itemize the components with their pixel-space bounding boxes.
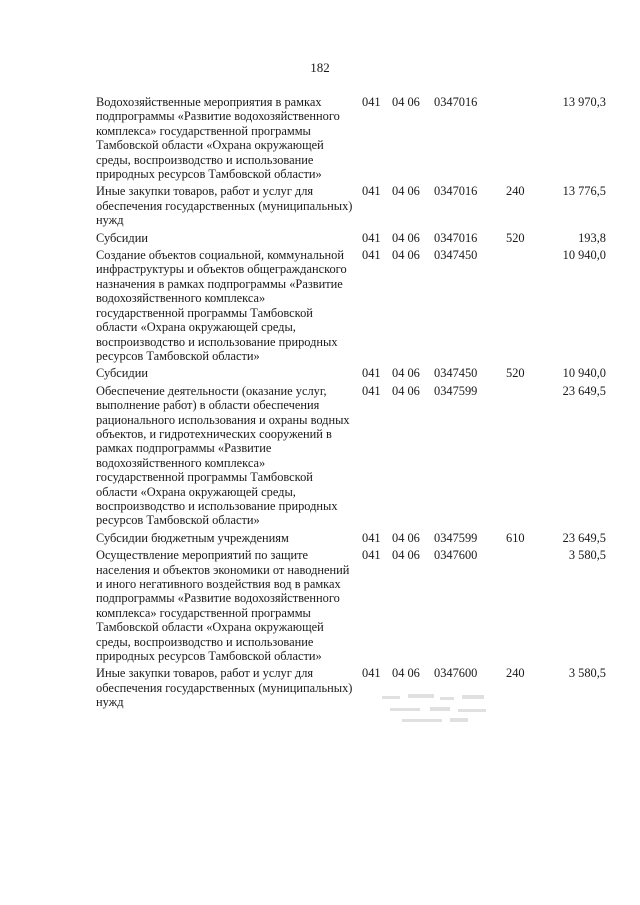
row-ved: 041 [362,95,381,109]
row-expense-type: 610 [506,530,525,545]
row-expense-type [506,95,544,184]
row-target-article: 0347599 [434,383,478,398]
table-row [96,366,606,383]
row-target-article: 0347016 [434,230,478,245]
row-section: 04 06 [392,366,420,381]
table-row [96,184,606,230]
table-row [96,548,606,666]
row-section: 04 06 [392,383,420,398]
row-amount: 193,8 [578,230,606,245]
row-ved: 041 [362,366,381,381]
row-name: Осуществление мероприятий по защите населения и объектов экономики от наводнений и иного негативного воздействия вод в рамках подпрограммы «Развитие водохозяйственного комплекса» государственной программы Тамбовской области «Охрана окружающей среды, воспроизводство и использование природных ресурсов Тамбовской области» [96,548,350,664]
row-expense-type [506,384,544,531]
row-amount: 13 776,5 [562,184,606,199]
row-ved: 041 [362,548,381,563]
row-section: 04 06 [392,530,420,545]
row-target-article: 0347600 [434,548,478,563]
table-row [96,248,606,366]
row-ved: 041 [362,383,381,398]
table-row [96,531,606,548]
row-ved: 041 [362,230,381,245]
row-name: Субсидии [96,230,148,245]
row-name: Субсидии бюджетным учреждениям [96,530,289,545]
row-section: 04 06 [392,95,420,109]
row-name: Иные закупки товаров, работ и услуг для обеспечения государственных (муниципальных) нужд [96,184,353,228]
row-ved: 041 [362,184,381,199]
row-section: 04 06 [392,248,420,263]
row-name: Обеспечение деятельности (оказание услуг, выполнение работ) в области обеспечения рационального использования и охраны водных объектов, и гидротехнических сооружений в рамках подпрограммы «Развитие водохозяйственного комплекса» государственной программы Тамбовской области «Охрана окружающей среды, воспроизводство и использование природных ресурсов Тамбовской области» [96,383,350,528]
row-expense-type: 240 [506,184,525,199]
row-expense-type: 240 [506,666,525,681]
row-amount: 13 970,3 [562,95,606,109]
row-section: 04 06 [392,548,420,563]
row-target-article: 0347600 [434,666,478,681]
page-number: 182 [310,60,330,75]
row-amount: 3 580,5 [568,666,606,681]
table-row [96,231,606,248]
row-section: 04 06 [392,666,420,681]
row-amount: 23 649,5 [562,383,606,398]
row-amount: 10 940,0 [562,248,606,263]
table-row [96,95,606,184]
budget-table [96,95,606,713]
faint-stamp-mark [378,688,498,728]
row-amount: 23 649,5 [562,530,606,545]
row-section: 04 06 [392,184,420,199]
row-target-article: 0347016 [434,95,478,109]
row-amount: 3 580,5 [568,548,606,563]
row-name: Водохозяйственные мероприятия в рамках подпрограммы «Развитие водохозяйственного комплекса» государственной программы Тамбовской области «Охрана окружающей среды, воспроизводство и использование природных ресурсов Тамбовской области» [96,95,340,182]
row-section: 04 06 [392,230,420,245]
row-ved: 041 [362,248,381,263]
row-expense-type: 520 [506,366,525,381]
row-ved: 041 [362,530,381,545]
row-amount: 10 940,0 [562,366,606,381]
row-expense-type [506,248,544,366]
row-name: Субсидии [96,366,148,381]
table-row [96,384,606,531]
table-row [96,666,606,712]
row-expense-type [506,548,544,666]
row-target-article: 0347450 [434,366,478,381]
row-target-article: 0347016 [434,184,478,199]
row-target-article: 0347599 [434,530,478,545]
row-expense-type: 520 [506,230,525,245]
row-name: Создание объектов социальной, коммунальной инфраструктуры и объектов общегражданского назначения в рамках подпрограммы «Развитие водохозяйственного комплекса» государственной программы Тамбовской области «Охрана окружающей среды, воспроизводство и использование природных ресурсов Тамбовской области» [96,248,347,363]
row-name: Иные закупки товаров, работ и услуг для обеспечения государственных (муниципальных) нужд [96,666,353,710]
row-target-article: 0347450 [434,248,478,263]
row-ved: 041 [362,666,381,681]
